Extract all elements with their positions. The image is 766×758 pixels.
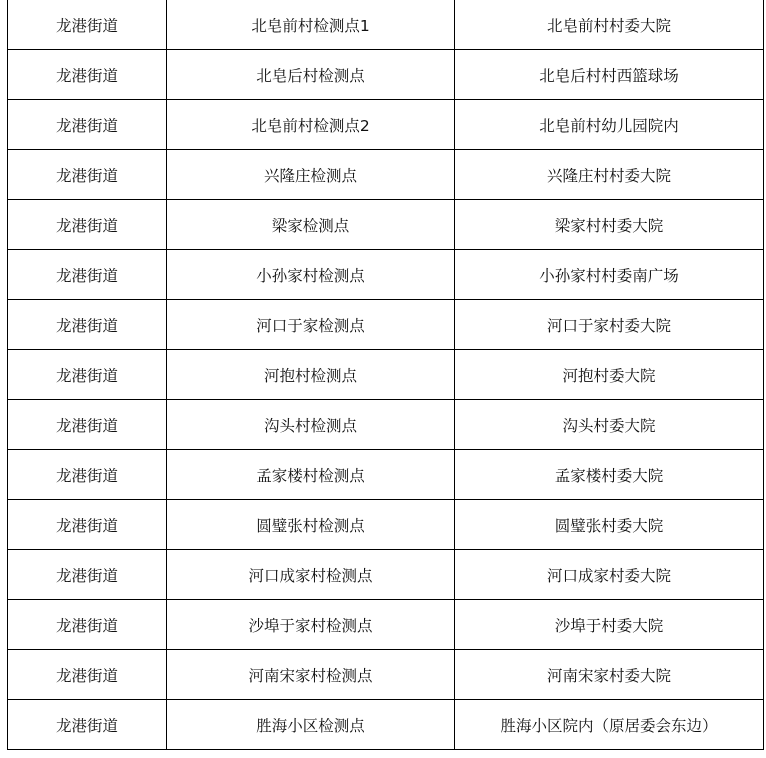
table-row bbox=[8, 0, 764, 50]
testing-sites-table bbox=[7, 0, 764, 750]
site-name-cell: 圆璧张村检测点 bbox=[167, 500, 455, 550]
street-cell: 龙港街道 bbox=[8, 400, 167, 450]
table-row bbox=[8, 150, 764, 200]
street-cell: 龙港街道 bbox=[8, 700, 167, 750]
table-row bbox=[8, 300, 764, 350]
site-location-cell: 小孙家村村委南广场 bbox=[455, 250, 764, 300]
site-location-cell: 北皂后村村西篮球场 bbox=[455, 50, 764, 100]
site-location-cell: 沙埠于村委大院 bbox=[455, 600, 764, 650]
site-name-cell: 小孙家村检测点 bbox=[167, 250, 455, 300]
site-location-cell: 北皂前村幼儿园院内 bbox=[455, 100, 764, 150]
site-name-cell: 梁家检测点 bbox=[167, 200, 455, 250]
site-name-cell: 沙埠于家村检测点 bbox=[167, 600, 455, 650]
site-name-cell: 胜海小区检测点 bbox=[167, 700, 455, 750]
site-location-cell: 胜海小区院内（原居委会东边） bbox=[455, 700, 764, 750]
site-name-cell: 孟家楼村检测点 bbox=[167, 450, 455, 500]
table-row bbox=[8, 100, 764, 150]
site-location-cell: 北皂前村村委大院 bbox=[455, 0, 764, 50]
street-cell: 龙港街道 bbox=[8, 250, 167, 300]
street-cell: 龙港街道 bbox=[8, 0, 167, 50]
site-location-cell: 河口于家村委大院 bbox=[455, 300, 764, 350]
street-cell: 龙港街道 bbox=[8, 150, 167, 200]
site-location-cell: 河南宋家村委大院 bbox=[455, 650, 764, 700]
site-location-cell: 兴隆庄村村委大院 bbox=[455, 150, 764, 200]
site-location-cell: 河抱村委大院 bbox=[455, 350, 764, 400]
street-cell: 龙港街道 bbox=[8, 550, 167, 600]
site-name-cell: 北皂前村检测点1 bbox=[167, 0, 455, 50]
table-row bbox=[8, 650, 764, 700]
site-name-cell: 河南宋家村检测点 bbox=[167, 650, 455, 700]
table-row bbox=[8, 450, 764, 500]
site-name-cell: 兴隆庄检测点 bbox=[167, 150, 455, 200]
street-cell: 龙港街道 bbox=[8, 450, 167, 500]
street-cell: 龙港街道 bbox=[8, 600, 167, 650]
table-row bbox=[8, 250, 764, 300]
street-cell: 龙港街道 bbox=[8, 650, 167, 700]
street-cell: 龙港街道 bbox=[8, 300, 167, 350]
site-name-cell: 河口成家村检测点 bbox=[167, 550, 455, 600]
street-cell: 龙港街道 bbox=[8, 50, 167, 100]
site-location-cell: 圆璧张村委大院 bbox=[455, 500, 764, 550]
site-location-cell: 沟头村委大院 bbox=[455, 400, 764, 450]
table-row bbox=[8, 600, 764, 650]
table-body bbox=[8, 0, 764, 750]
table-row bbox=[8, 350, 764, 400]
site-name-cell: 河口于家检测点 bbox=[167, 300, 455, 350]
table-row bbox=[8, 550, 764, 600]
table-row bbox=[8, 200, 764, 250]
street-cell: 龙港街道 bbox=[8, 500, 167, 550]
table-row bbox=[8, 400, 764, 450]
site-name-cell: 北皂后村检测点 bbox=[167, 50, 455, 100]
street-cell: 龙港街道 bbox=[8, 200, 167, 250]
table-row bbox=[8, 50, 764, 100]
street-cell: 龙港街道 bbox=[8, 100, 167, 150]
table-row bbox=[8, 700, 764, 750]
site-location-cell: 孟家楼村委大院 bbox=[455, 450, 764, 500]
site-name-cell: 沟头村检测点 bbox=[167, 400, 455, 450]
site-location-cell: 梁家村村委大院 bbox=[455, 200, 764, 250]
site-location-cell: 河口成家村委大院 bbox=[455, 550, 764, 600]
street-cell: 龙港街道 bbox=[8, 350, 167, 400]
table-row bbox=[8, 500, 764, 550]
site-name-cell: 北皂前村检测点2 bbox=[167, 100, 455, 150]
site-name-cell: 河抱村检测点 bbox=[167, 350, 455, 400]
